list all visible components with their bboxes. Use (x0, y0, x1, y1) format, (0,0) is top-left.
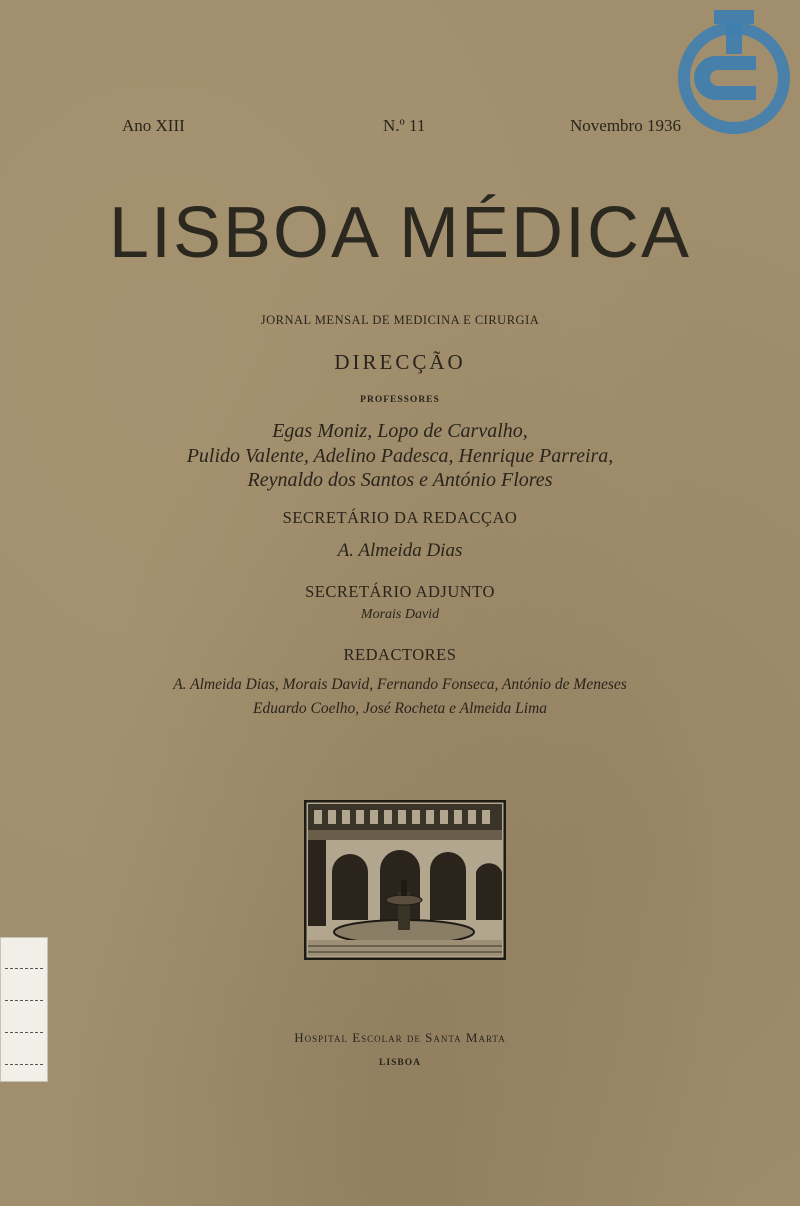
issue-date: Novembro 1936 (570, 116, 681, 135)
library-stamp-icon (676, 4, 792, 138)
editors-line: Eduardo Coelho, José Rocheta e Almeida Lima (252, 700, 548, 717)
issue-year: Ano XIII (122, 116, 185, 135)
issue-number: N.º 11 (383, 116, 426, 135)
editors-line: A. Almeida Dias, Morais David, Fernando Fonseca, António de Meneses (173, 676, 627, 693)
publisher-name: Hospital Escolar de Santa Marta (294, 1030, 506, 1045)
adjunct-secretary-name: Morais David (360, 607, 440, 622)
secretary-name: A. Almeida Dias (337, 540, 463, 561)
direction-heading: DIRECÇÃO (334, 350, 466, 374)
professors-label: PROFESSORES (360, 395, 440, 405)
adjunct-secretary-heading: SECRETÁRIO ADJUNTO (305, 582, 495, 601)
spine-label-sticker (0, 937, 48, 1082)
editors-heading: REDACTORES (343, 645, 457, 664)
journal-title: LISBOA MÉDICA (108, 193, 692, 273)
professors-line: Pulido Valente, Adelino Padesca, Henrique Parreira, (186, 445, 614, 467)
professors-line: Egas Moniz, Lopo de Carvalho, (272, 420, 528, 442)
journal-subtitle: JORNAL MENSAL DE MEDICINA E CIRURGIA (260, 313, 540, 327)
courtyard-fountain-illustration (304, 800, 506, 960)
professors-line: Reynaldo dos Santos e António Flores (247, 469, 553, 491)
publisher-city: LISBOA (379, 1058, 421, 1068)
secretary-heading: SECRETÁRIO DA REDACÇAO (282, 508, 518, 527)
